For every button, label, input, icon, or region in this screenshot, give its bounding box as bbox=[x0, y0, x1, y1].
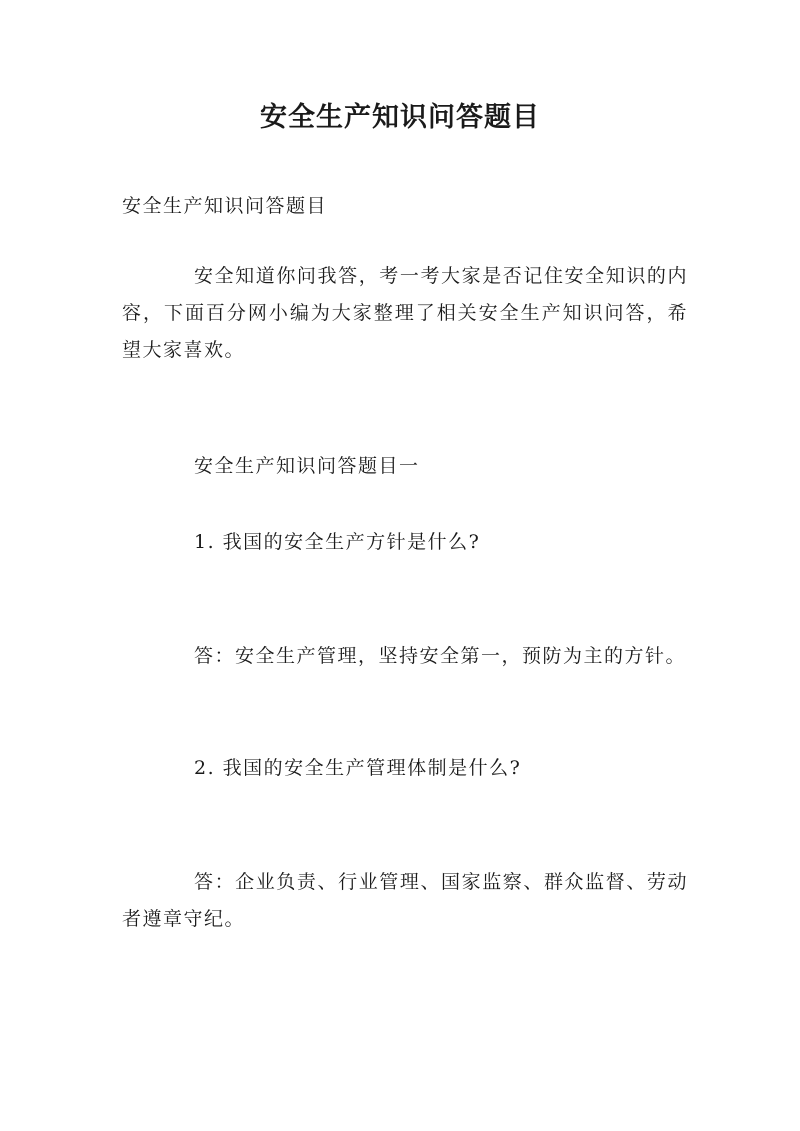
intro-paragraph: 安全知道你问我答，考一考大家是否记住安全知识的内容，下面百分网小编为大家整理了相关安全生产知识问答，希望大家喜欢。 bbox=[122, 265, 688, 361]
question-1: 1. 我国的安全生产方针是什么? bbox=[194, 531, 481, 553]
document-subtitle: 安全生产知识问答题目 bbox=[122, 195, 328, 217]
answer-2: 答：企业负责、行业管理、国家监察、群众监督、劳动者遵章守纪。 bbox=[122, 871, 688, 930]
document-title: 安全生产知识问答题目 bbox=[260, 102, 540, 133]
question-2: 2. 我国的安全生产管理体制是什么? bbox=[194, 757, 522, 779]
section-heading: 安全生产知识问答题目一 bbox=[194, 455, 420, 477]
answer-1: 答：安全生产管理，坚持安全第一，预防为主的方针。 bbox=[194, 645, 687, 667]
